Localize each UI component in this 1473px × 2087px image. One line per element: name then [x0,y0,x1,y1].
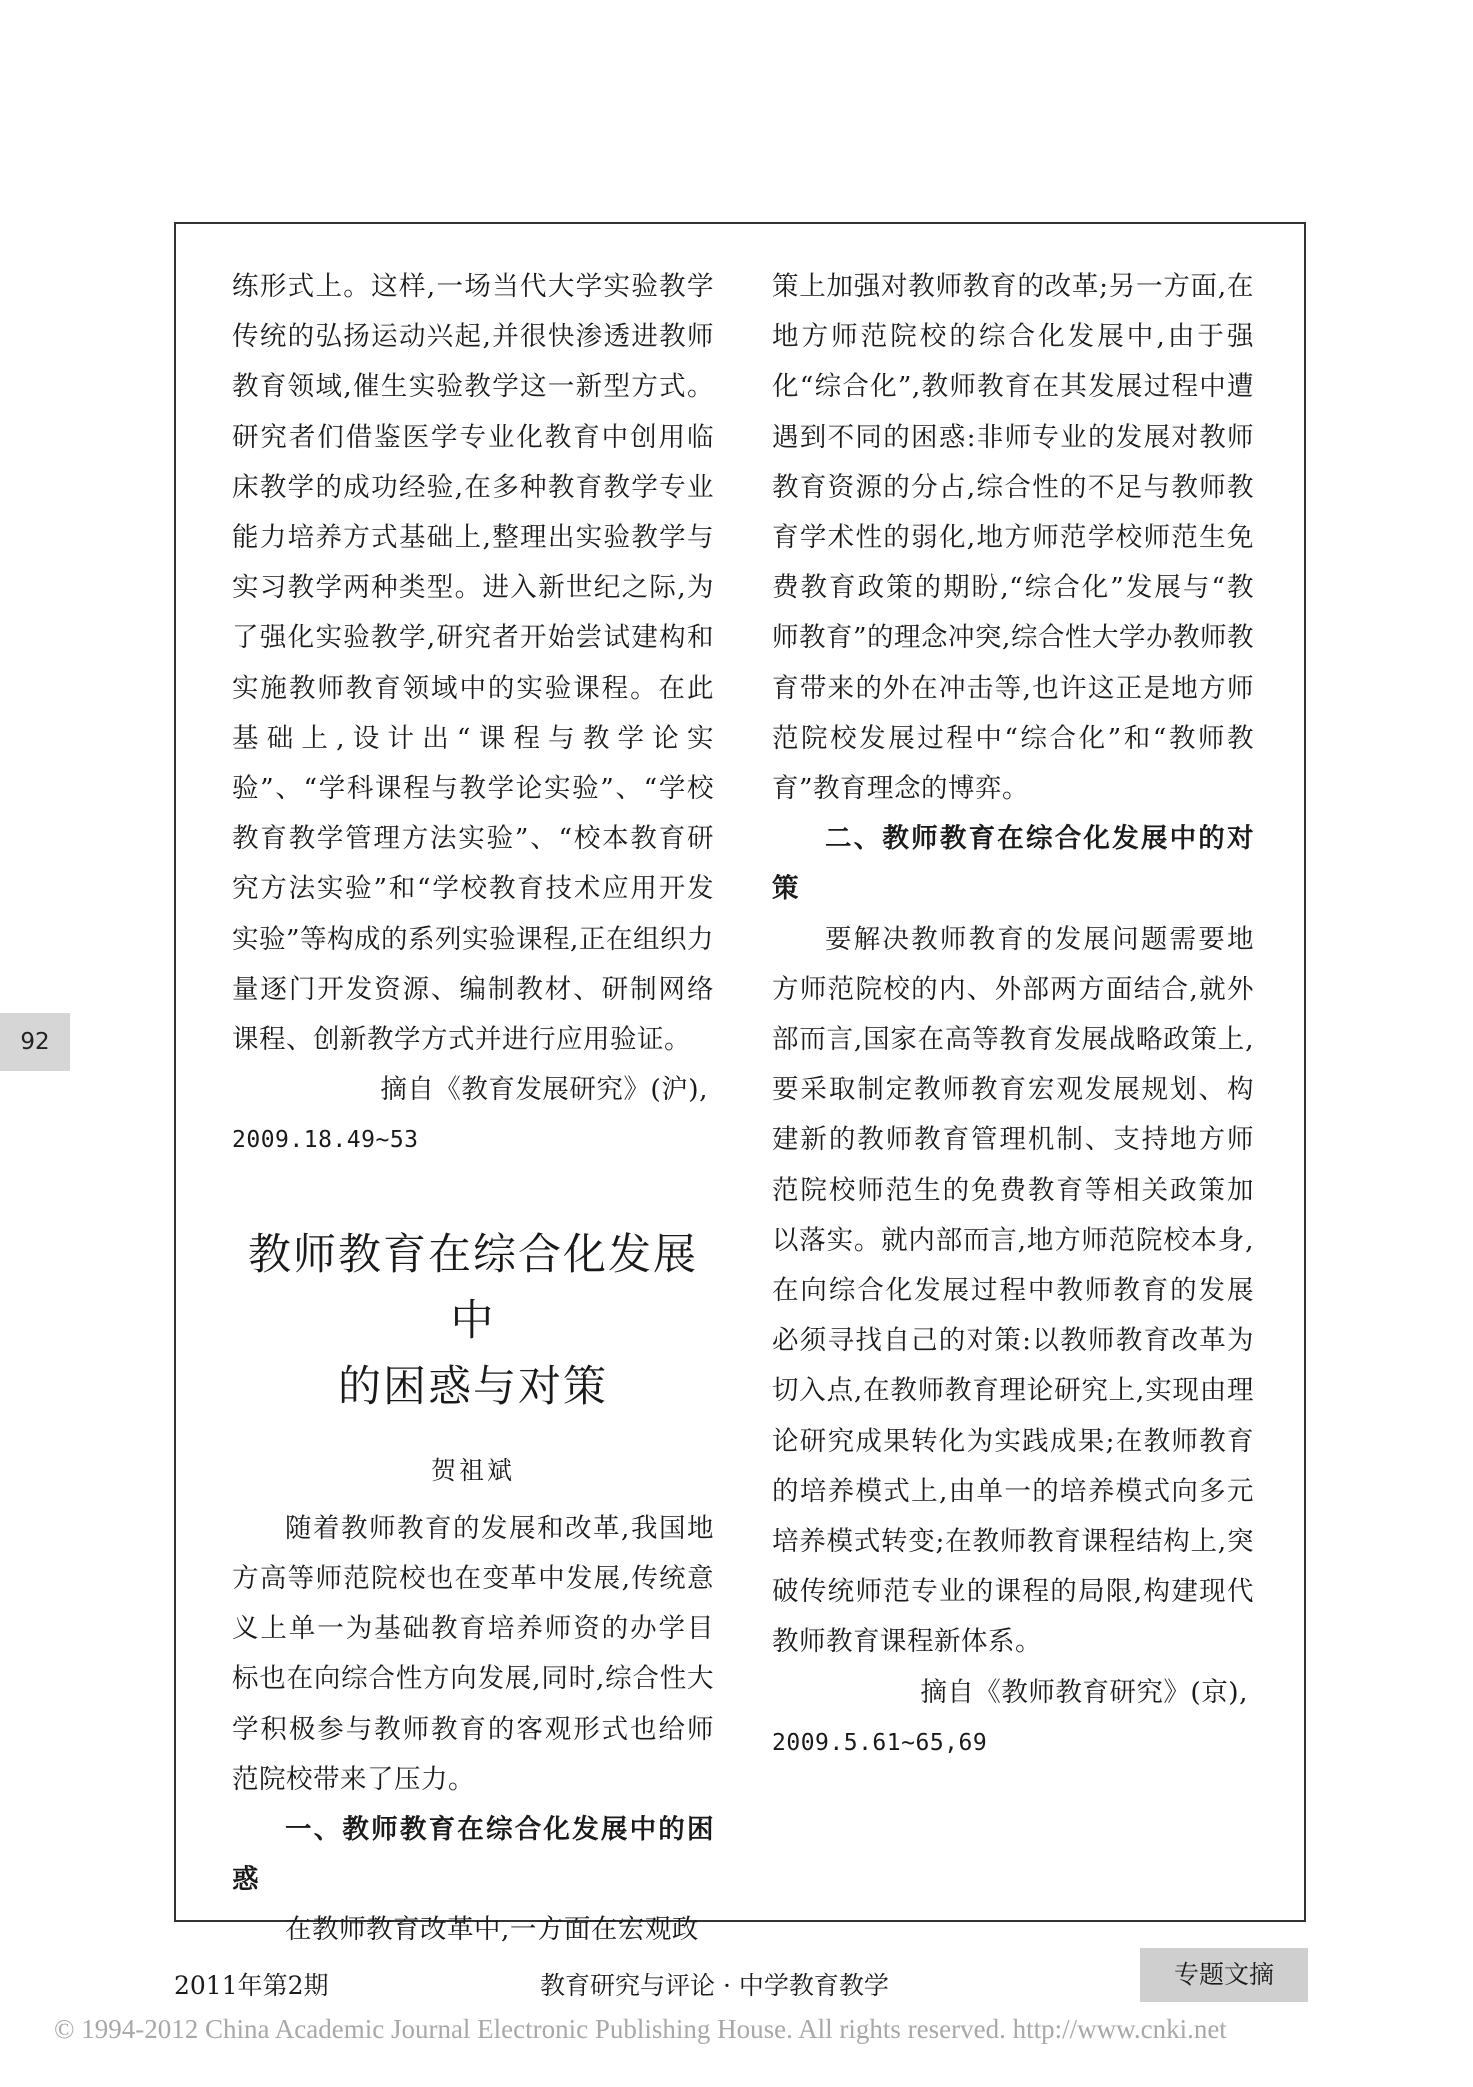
article-title-line-2: 的困惑与对策 [338,1361,608,1412]
intro-paragraph: 随着教师教育的发展和改革,我国地方高等师范院校也在变革中发展,传统意义上单一为基础教育培养师资的办学目标也在向综合性方向发展,同时,综合性大学积极参与教师教育的客观形式也给师范院校带来了压力。 [232,1512,714,1795]
article-title [232,1222,714,1420]
source-citation-1: 摘自《教育发展研究》(沪), [380,1074,708,1106]
section-2-paragraph: 要解决教师教育的发展问题需要地方师范院校的内、外部两方面结合,就外部而言,国家在高等教育发展战略政策上,要采取制定教师教育宏观发展规划、构建新的教师教育管理机制、支持地方师范院校师范生的免费教育等相关政策加以落实。就内部而言,地方师范院校本身,在向综合化发展过程中教师教育的发展必须寻找自己的对策:以教师教育改革为切入点,在教师教育理论研究上,实现由理论研究成果转化为实践成果;在教师教育的培养模式上,由单一的培养模式向多元培养模式转变;在教师教育课程结构上,突破传统师范专业的课程的局限,构建现代教师教育课程新体系。 [772,923,1254,1658]
copyright-watermark: © 1994-2012 China Academic Journal Electronic Publishing House. All rights reserved. http://www.cnki.net [54,2014,1227,2044]
right-column [772,262,1254,1768]
left-column [232,262,714,1956]
source-citation-2: 摘自《教师教育研究》(京), [920,1676,1248,1708]
page-number: 92 [0,1013,70,1071]
continued-paragraph: 练形式上。这样,一场当代大学实验教学传统的弘扬运动兴起,并很快渗透进教师教育领域,催生实验教学这一新型方式。研究者们借鉴医学专业化教育中创用临床教学的成功经验,在多种教育教学专业能力培养方式基础上,整理出实验教学与实习教学两种类型。进入新世纪之际,为了强化实验教学,研究者开始尝试建构和实施教师教育领域中的实验课程。在此基础上,设计出“课程与教学论实验”、“学科课程与教学论实验”、“学校教育教学管理方法实验”、“校本教育研究方法实验”和“学校教育技术应用开发实验”等构成的系列实验课程,正在组织力量逐门开发资源、编制教材、研制网络课程、创新教学方式并进行应用验证。 [232,271,714,1056]
section-heading-2: 二、教师教育在综合化发展中的对策 [772,823,1254,905]
section-heading-1: 一、教师教育在综合化发展中的困惑 [232,1814,714,1896]
source-citation-2-date: 2009.5.61~65,69 [772,1729,988,1756]
section-1-paragraph-continued: 策上加强对教师教育的改革;另一方面,在地方师范院校的综合化发展中,由于强化“综合化”,教师教育在其发展过程中遭遇到不同的困惑:非师专业的发展对教师教育资源的分占,综合性的不足与教师教育学术性的弱化,地方师范学校师范生免费教育政策的期盼,“综合化”发展与“教师教育”的理念冲突,综合性大学办教师教育带来的外在冲击等,也许这正是地方师范院校发展过程中“综合化”和“教师教育”教育理念的博弈。 [772,271,1254,805]
author: 贺祖斌 [430,1455,515,1485]
section-1-paragraph-start: 在教师教育改革中,一方面在宏观政 [285,1914,699,1946]
source-citation-1-date: 2009.18.49~53 [232,1127,419,1154]
footer-section-tab: 专题文摘 [1140,1948,1308,2002]
footer-journal: 教育研究与评论 · 中学教育教学 [540,1971,889,2000]
footer-issue: 2011年第2期 [174,1971,329,2000]
article-title-line-1: 教师教育在综合化发展中 [248,1229,698,1346]
